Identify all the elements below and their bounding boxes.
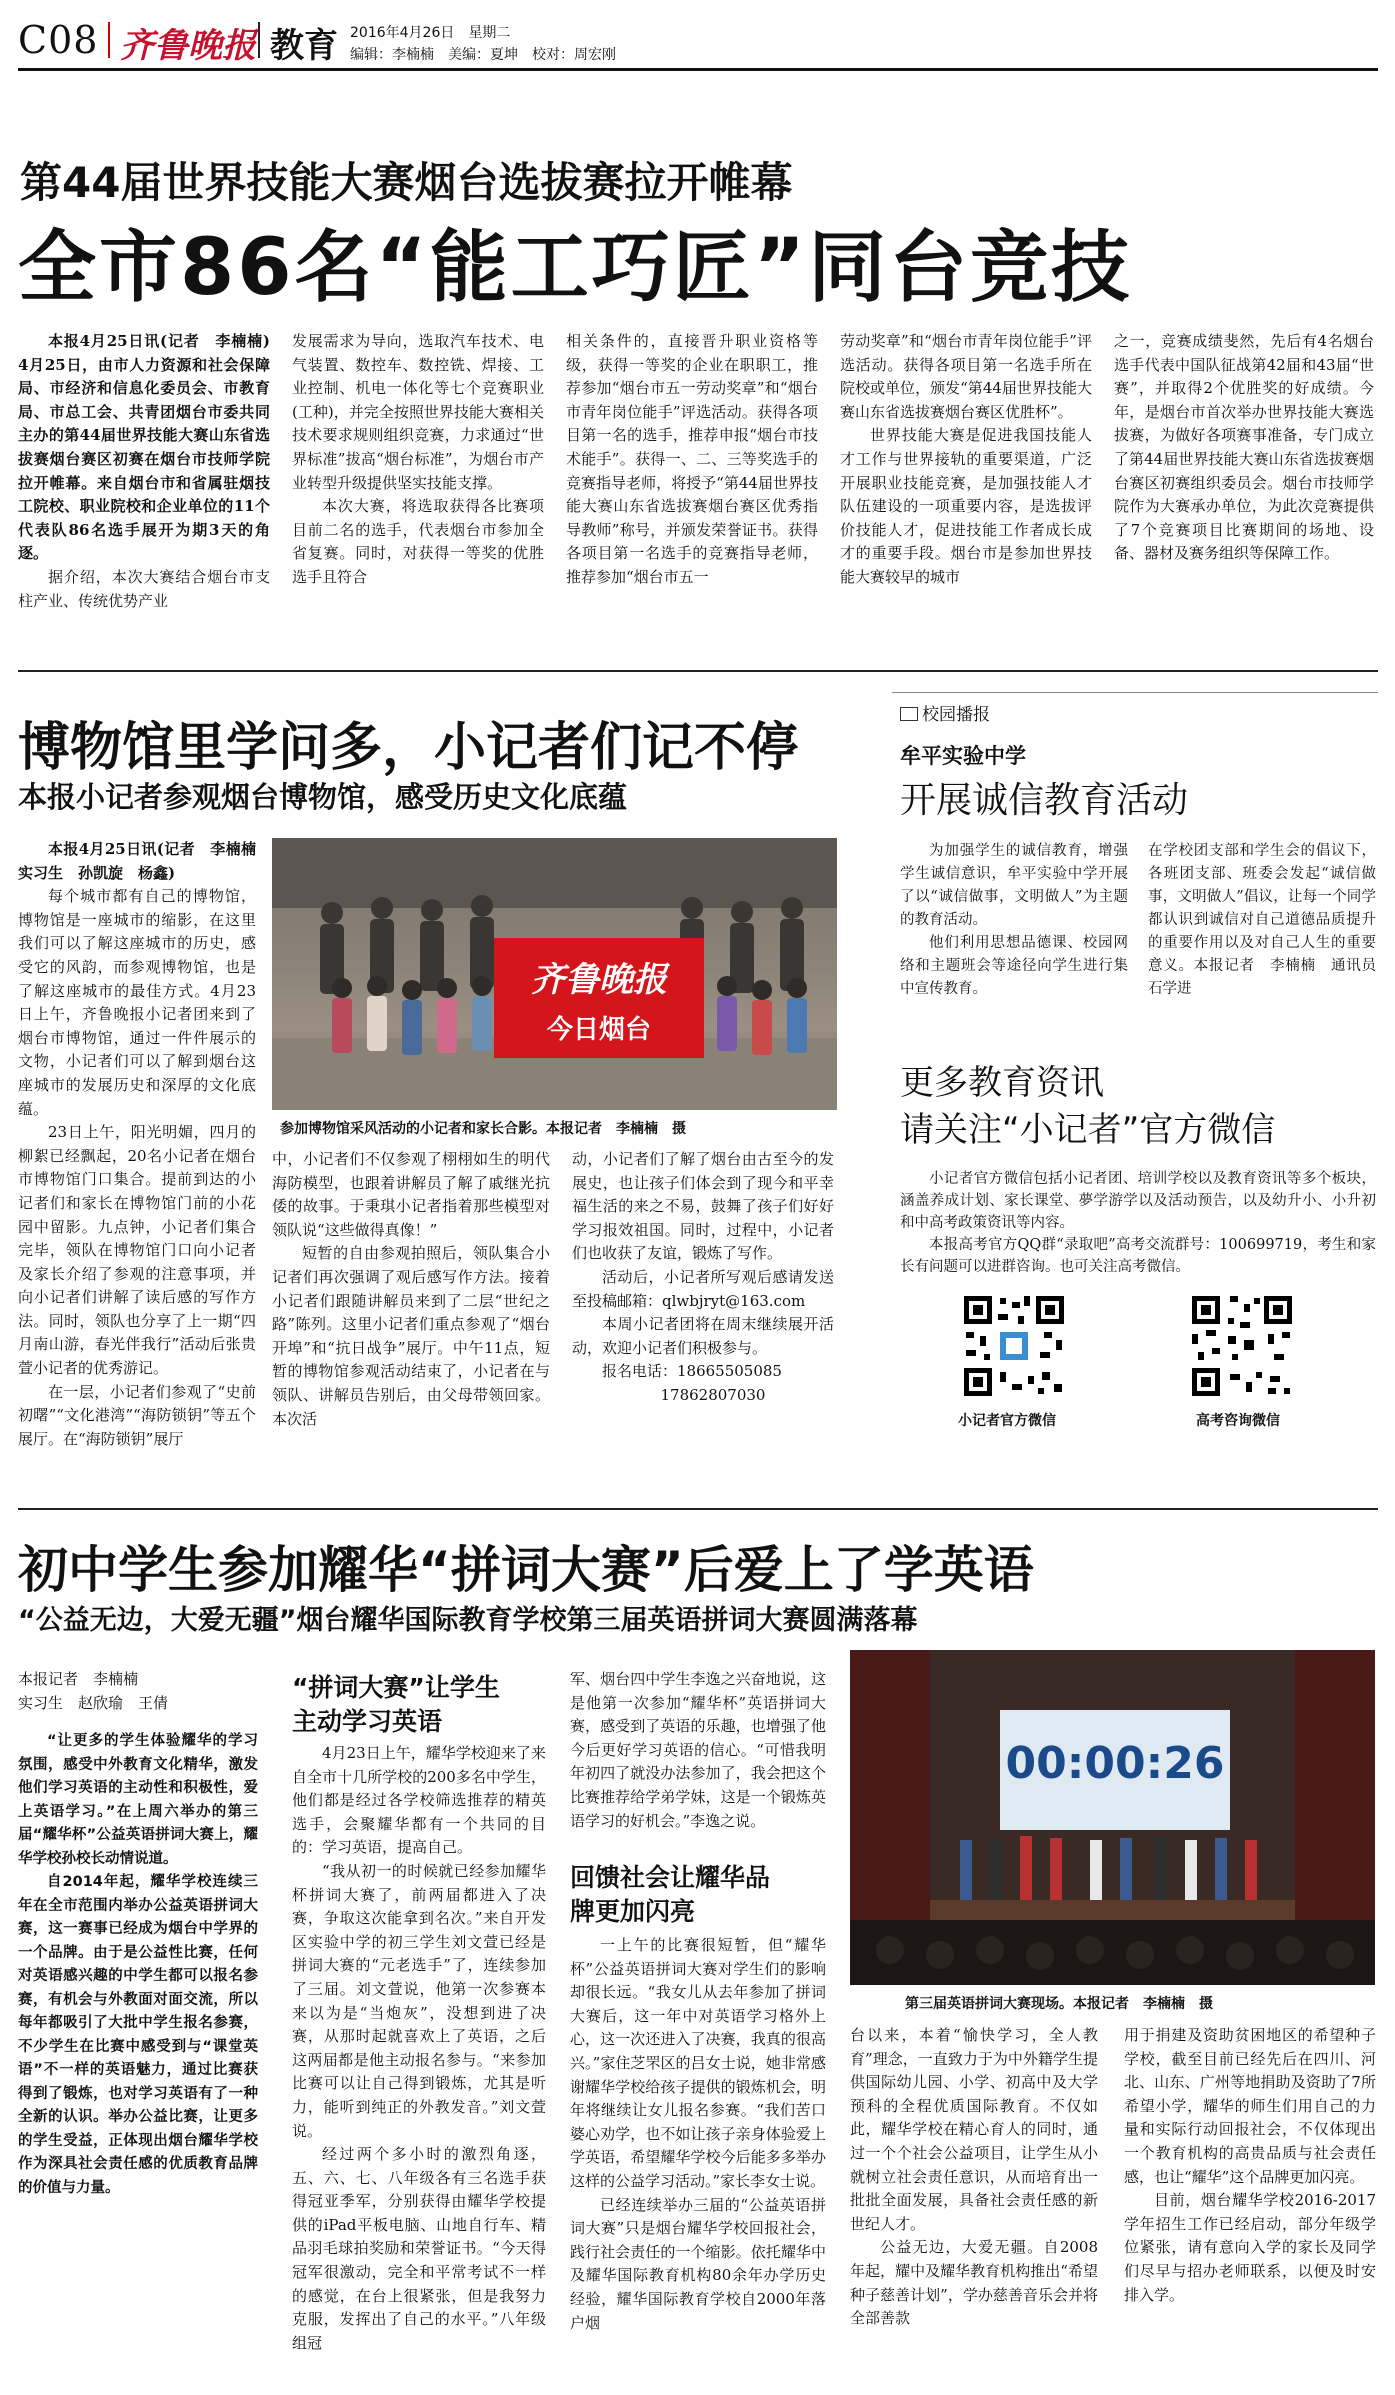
qr-code-icon <box>1188 1292 1296 1400</box>
paragraph: 公益无边，大爱无疆。自2008年起，耀中及耀华教育机构推出“希望种子慈善计划”，学办慈善音乐会并将全部善款 <box>850 2238 1098 2328</box>
page-number: C08 <box>18 18 99 62</box>
article1-col1 <box>18 330 286 645</box>
paragraph: 台以来，本着“愉快学习，全人教育”理念，一直致力于为中外籍学生提供国际幼儿园、小学、初高中及大学预科的全程优质国际教育。不仅如此，耀华学校在精心育人的同时，通过一个个社会公益项目，让学生从小就树立社会责任意识，从而培育出一批批全面发展，具备社会责任感的新世纪人才。 <box>850 2026 1098 2233</box>
paragraph: 据介绍，本次大赛结合烟台市支柱产业、传统优势产业 <box>18 567 270 610</box>
paragraph: 劳动奖章”和“烟台市青年岗位能手”评选活动。获得各项目第一名选手所在院校或单位，颁发“第44届世界技能大赛山东省选拔赛烟台赛区优胜杯”。 <box>840 332 1092 421</box>
banner-logo: 齐鲁晚报 <box>531 960 667 1000</box>
section-name: 教育 <box>270 26 338 66</box>
paragraph: 4月23日上午，耀华学校迎来了来自全市十几所学校的200多名中学生，他们都是经过各学校筛选推荐的精英选手，会聚耀华都有一个共同的目的：学习英语，提高自己。 <box>292 1744 546 1857</box>
article1-rule <box>18 670 1378 672</box>
qr-code-icon <box>960 1292 1068 1400</box>
paragraph: 自2014年起，耀华学校连续三年在全市范围内举办公益英语拼词大赛，这一赛事已经成为烟台中学界的一个品牌。由于是公益性比赛，任何对英语感兴趣的中学生都可以报名参赛，有机会与外教面对面交流，所以每年都吸引了大批中学生报名参赛，不少学生在比赛中感受到与“课堂英语”不一样的英语魅力，通过比赛获得到了锻炼，也对学习英语有了一种全新的认识。举办公益比赛，让更多的学生受益，正体现出烟台耀华学校作为深具社会责任感的优质教育品牌的价值与力量。 <box>18 1874 258 2196</box>
qr-code-gaokao[interactable] <box>1188 1292 1296 1400</box>
museum-group-photo <box>272 838 837 1110</box>
article3-col2 <box>292 1742 546 2382</box>
article1-col4 <box>840 330 1092 645</box>
stage-scene <box>850 1650 1375 1985</box>
paragraph: 短暂的自由参观拍照后，领队集合小记者们再次强调了观后感写作方法。接着小记者们跟随讲解员来到了二层“世纪之路”陈列。这里小记者们重点参观了“烟台开埠”和“抗日战争”展厅。中午11点，短暂的博物馆参观活动结束了，小记者在与领队、讲解员告别后，由父母带领回家。本次活 <box>272 1244 550 1428</box>
paragraph: 本次大赛，将选取获得各比赛项目前二名的选手，代表烟台市参加全省复赛。同时，对获得一等奖的优胜选手且符合 <box>292 497 544 586</box>
article3-col1 <box>18 1730 258 2370</box>
paragraph: 在学校团支部和学生会的倡议下，各班团支部、班委会发起“诚信做事，文明做人”倡议，让每一个同学都认识到诚信对自己道德品质提升的重要作用以及对自己人生的重要意义。本报记者 李楠楠 通讯员 石学进 <box>1148 843 1391 997</box>
paragraph: 报名电话：18665505085 <box>602 1362 782 1381</box>
paragraph: 为加强学生的诚信教育，增强学生诚信意识，牟平实验中学开展了以“诚信做事，文明做人”为主题的教育活动。 <box>900 843 1128 928</box>
paragraph: 每个城市都有自己的博物馆，博物馆是一座城市的缩影，在这里我们可以了解这座城市的历史，感受它的风韵，而参观博物馆，也是了解这座城市的最佳方式。4月23日上午，齐鲁晚报小记者团来到了烟台市博物馆，通过一件件展示的文物，小记者们可以了解到烟台这座城市的发展历史和深厚的文化底蕴。 <box>18 887 256 1118</box>
article2-col3 <box>572 1148 834 1493</box>
contest-photo-caption: 第三届英语拼词大赛现场。本报记者 李楠楠 摄 <box>905 1996 1213 2012</box>
article3-subtitle-1b: 主动学习英语 <box>292 1707 443 1736</box>
paragraph: 已经连续举办三届的“公益英语拼词大赛”只是烟台耀华学校回报社会，践行社会责任的一个缩影。依托耀华中及耀华国际教育机构80余年办学历史经验，耀华国际教育学校自2000年落户烟 <box>570 2195 826 2332</box>
paragraph: 一上午的比赛很短暂，但“耀华杯”公益英语拼词大赛对学生们的影响却很长远。“我女儿从去年参加了拼词大赛后，这一年中对英语学习格外上心，这一次还进入了决赛，我真的很高兴。”家住芝罘区的吕女士说，她非常感谢耀华学校给孩子提供的锻炼机会，明年将继续让女儿报名参赛。“我们苦口婆心劝学，也不如让孩子亲身体验爱上学英语，希望耀华学校今后能多多举办这样的公益学习活动。”家长李女士说。 <box>570 1936 826 2190</box>
article2-col1 <box>18 838 272 1493</box>
qr1-label: 小记者官方微信 <box>958 1413 1056 1429</box>
sidebar-title: 开展诚信教育活动 <box>900 780 1189 821</box>
article3-subtitle-2b: 牌更加闪亮 <box>570 1897 696 1926</box>
contest-timer: 00:00:26 <box>1005 1738 1225 1789</box>
paragraph: “让更多的学生体验耀华的学习氛围，感受中外教育文化精华，激发他们学习英语的主动性和积极性，爱上英语学习。”在上周六举办的第三届“耀华杯”公益英语拼词大赛上，耀华学校孙校长动情说道。 <box>18 1733 258 1867</box>
paragraph: 军、烟台四中学生李逸之兴奋地说，这是他第一次参加“耀华杯”英语拼词大赛，感受到了英语的乐趣，也增强了他今后更好学习英语的信心。“可惜我明年初四了就没办法参加了，我会把这个比赛推荐给学弟学妹，这是一个锻炼英语学习的好机会。”李逸之说。 <box>570 1670 826 1830</box>
paragraph: 23日上午，阳光明媚，四月的柳絮已经飘起，20名小记者在烟台市博物馆门口集合。提前到达的小记者们和家长在博物馆门前的小花园中留影。九点钟，小记者们集合完毕，领队在博物馆门口向小记者及家长介绍了参观的注意事项，并向小记者们讲解了读后感的写作方法。同时，领队也分享了上一期“四月南山游，春光伴我行”活动后张贵萱小记者的优秀游记。 <box>18 1123 256 1378</box>
paragraph: “我从初一的时候就已经参加耀华杯拼词大赛了，前两届都进入了决赛，争取这次能拿到名次。”来自开发区实验中学的初三学生刘文萱已经是拼词大赛的“元老选手”了，连续参加了三届。刘文萱说，他第一次参赛本来以为是“当炮灰”，没想到进了决赛，从那时起就喜欢上了英语，之后这两届都是他主动报名参与。“来参加比赛可以让自己得到锻炼，尤其是听力，能听到纯正的外教发音。”刘文萱说。 <box>292 1861 546 2140</box>
promo-title-1: 更多教育资讯 <box>900 1063 1104 1103</box>
masthead-rule <box>18 68 1378 71</box>
paragraph: 本周小记者团将在周末继续展开活动，欢迎小记者们积极参与。 <box>572 1315 834 1357</box>
byline-line: 实习生 赵欣瑜 王倩 <box>18 1693 169 1712</box>
article3-col3 <box>570 1668 826 1844</box>
byline-line: 本报记者 李楠楠 <box>18 1670 139 1688</box>
article2-col2 <box>272 1148 550 1493</box>
article3-col5 <box>1124 2024 1376 2379</box>
newspaper-banner <box>494 938 704 1058</box>
article1-col3 <box>566 330 818 645</box>
sidebar-school: 牟平实验中学 <box>900 744 1026 768</box>
paragraph: 动，小记者们了解了烟台由古至今的发展史，也让孩子们体会到了现今和平幸福生活的来之不易，鼓舞了孩子们好好学习报效祖国。同时，过程中，小记者们也收获了友谊，锻炼了写作。 <box>572 1150 834 1263</box>
paragraph: 用于捐建及资助贫困地区的希望种子学校，截至目前已经先后在四川、河北、山东、广州等地捐助及资助了7所希望小学，耀华的师生们用自己的力量和实际行动回报社会，不仅体现出一个教育机构的高贵品质与社会责任感，也让“耀华”这个品牌更加闪亮。 <box>1124 2026 1376 2186</box>
article3-col4 <box>850 2024 1098 2379</box>
masthead-divider <box>108 22 110 58</box>
paragraph: 活动后，小记者所写观后感请发送至投稿邮箱：qlwbjryt@163.com <box>572 1267 834 1310</box>
paragraph: 小记者官方微信包括小记者团、培训学校以及教育资讯等多个板块，涵盖养成计划、家长课堂、夢学游学以及活动预告，以及幼升小、小升初和中高考政策资讯等内容。 <box>900 1171 1376 1231</box>
qr-code-reporter[interactable] <box>960 1292 1068 1400</box>
sidebar-top-rule <box>892 692 1378 693</box>
article2-rule <box>18 1508 1378 1510</box>
museum-photo-caption: 参加博物馆采风活动的小记者和家长合影。本报记者 李楠楠 摄 <box>280 1121 686 1137</box>
article3-byline <box>18 1668 258 1715</box>
article3-col3b <box>570 1934 826 2379</box>
article3-subtitle-1a: “拼词大赛”让学生 <box>292 1673 500 1702</box>
paragraph: 本报高考官方QQ群“录取吧”高考交流群号：100699719，考生和家长有问题可以进群咨询。也可关注高考微信。 <box>900 1237 1376 1275</box>
article1-kicker: 第44届世界技能大赛烟台选拔赛拉开帷幕 <box>20 158 793 207</box>
sidebar-col2 <box>1148 840 1391 1040</box>
sidebar-tag <box>900 700 990 725</box>
paragraph: 本报4月25日讯(记者 李楠楠 实习生 孙凯旋 杨鑫) <box>18 840 272 882</box>
paragraph: 世界技能大赛是促进我国技能人才工作与世界接轨的重要渠道，广泛开展职业技能竞赛，是加强技能人才队伍建设的一项重要内容，是选拔评价技能人才，促进技能工作者成长成才的重要手段。烟台市是参加世界技能大赛较早的城市 <box>840 426 1092 586</box>
banner-subtitle: 今日烟台 <box>546 1015 651 1045</box>
paper-logo: 齐鲁晚报 <box>120 26 256 66</box>
qr2-label: 高考咨询微信 <box>1196 1413 1280 1429</box>
promo-text <box>900 1168 1376 1288</box>
editors-line: 编辑：李楠楠 美编：夏坤 校对：周宏刚 <box>350 47 616 63</box>
paragraph: 在一层，小记者们参观了“史前初曙”“文化港湾”“海防锁钥”等五个展厅。在“海防锁钥”展厅 <box>18 1382 256 1448</box>
article1-col5 <box>1114 330 1374 645</box>
article2-headline: 博物馆里学问多，小记者们记不停 <box>18 718 799 778</box>
paragraph: 相关条件的，直接晋升职业资格等级，获得一等奖的企业在职职工，推荐参加“烟台市五一劳动奖章”和“烟台市青年岗位能手”评选活动。获得各项目第一名的选手，推荐申报“烟台市技术能手”。获得一、二、三等奖选手的竞赛指导老师，将授予“第44届世界技能大赛山东省选拔赛烟台赛区优秀指导教师”称号，并颁发荣誉证书。获得各项目第一名选手的竞赛指导老师，推荐参加“烟台市五一 <box>566 332 818 586</box>
article3-subhead: “公益无边，大爱无疆”烟台耀华国际教育学校第三届英语拼词大赛圆满落幕 <box>18 1605 918 1636</box>
broadcast-icon <box>900 707 918 721</box>
issue-date: 2016年4月26日 星期二 <box>350 25 511 41</box>
article3-subtitle-2a: 回馈社会让耀华品 <box>570 1863 771 1892</box>
masthead-divider-2 <box>258 22 260 58</box>
paragraph: 17862807030 <box>660 1385 766 1404</box>
article1-col2 <box>292 330 544 645</box>
paragraph: 中，小记者们不仅参观了栩栩如生的明代海防模型，也跟着讲解员了解了戚继光抗倭的故事。于秉琪小记者指着那些模型对领队说“这些做得真像！” <box>272 1150 550 1239</box>
article3-headline: 初中学生参加耀华“拼词大赛”后爱上了学英语 <box>18 1541 1034 1599</box>
paragraph: 经过两个多小时的激烈角逐，五、六、七、八年级各有三名选手获得冠亚季军，分别获得由耀华学校提供的iPad平板电脑、山地自行车、精品羽毛球拍奖励和荣誉证书。“今天得冠军很激动，完全和平常考试不一样的感觉，在台上很紧张，但是我努力克服，发挥出了自己的水平。”八年级组冠 <box>292 2145 546 2352</box>
paragraph: 本报4月25日讯(记者 李楠楠) 4月25日，由市人力资源和社会保障局、市经济和信息化委员会、市教育局、市总工会、共青团烟台市委共同主办的第44届世界技能大赛山东省选拔赛烟台赛区初赛在烟台市技师学院拉开帷幕。来自烟台市和省属驻烟技工院校、职业院校和企业单位的11个代表队86名选手展开为期3天的角逐。 <box>18 332 286 563</box>
paragraph: 目前，烟台耀华学校2016-2017学年招生工作已经启动，部分年级学位紧张，请有意向入学的家长及同学们尽早与招办老师联系，以便及时安排入学。 <box>1124 2191 1376 2304</box>
paragraph: 他们利用思想品德课、校园网络和主题班会等途径向学生进行集中宣传教育。 <box>900 935 1128 997</box>
sidebar-col1 <box>900 840 1128 1040</box>
promo-title-2: 请关注“小记者”官方微信 <box>900 1110 1276 1150</box>
sidebar-tag-label: 校园播报 <box>922 705 990 725</box>
article2-subhead: 本报小记者参观烟台博物馆，感受历史文化底蕴 <box>18 780 628 814</box>
paragraph: 发展需求为导向，选取汽车技术、电气装置、数控车、数控铣、焊接、工业控制、机电一体化等七个竞赛职业(工种)，并完全按照世界技能大赛相关技术要求规则组织竞赛，力求通过“世界标准”拔高“烟台标准”，为烟台市产业转型升级提供坚实技能支撑。 <box>292 332 544 492</box>
paragraph: 之一，竞赛成绩斐然，先后有4名烟台选手代表中国队征战第42届和43届“世赛”，并取得2个优胜奖的好成绩。今年，是烟台市首次举办世界技能大赛选拔赛，为做好各项赛事准备，专门成立了第44届世界技能大赛山东省选拔赛烟台赛区初赛组织委员会。烟台市技师学院作为大赛承办单位，为此次竞赛提供了7个竞赛项目比赛期间的场地、设备、器材及赛务组织等保障工作。 <box>1114 332 1374 563</box>
spelling-contest-photo <box>850 1650 1375 1985</box>
article1-headline: 全市86名“能工巧匠”同台竞技 <box>18 223 1133 313</box>
